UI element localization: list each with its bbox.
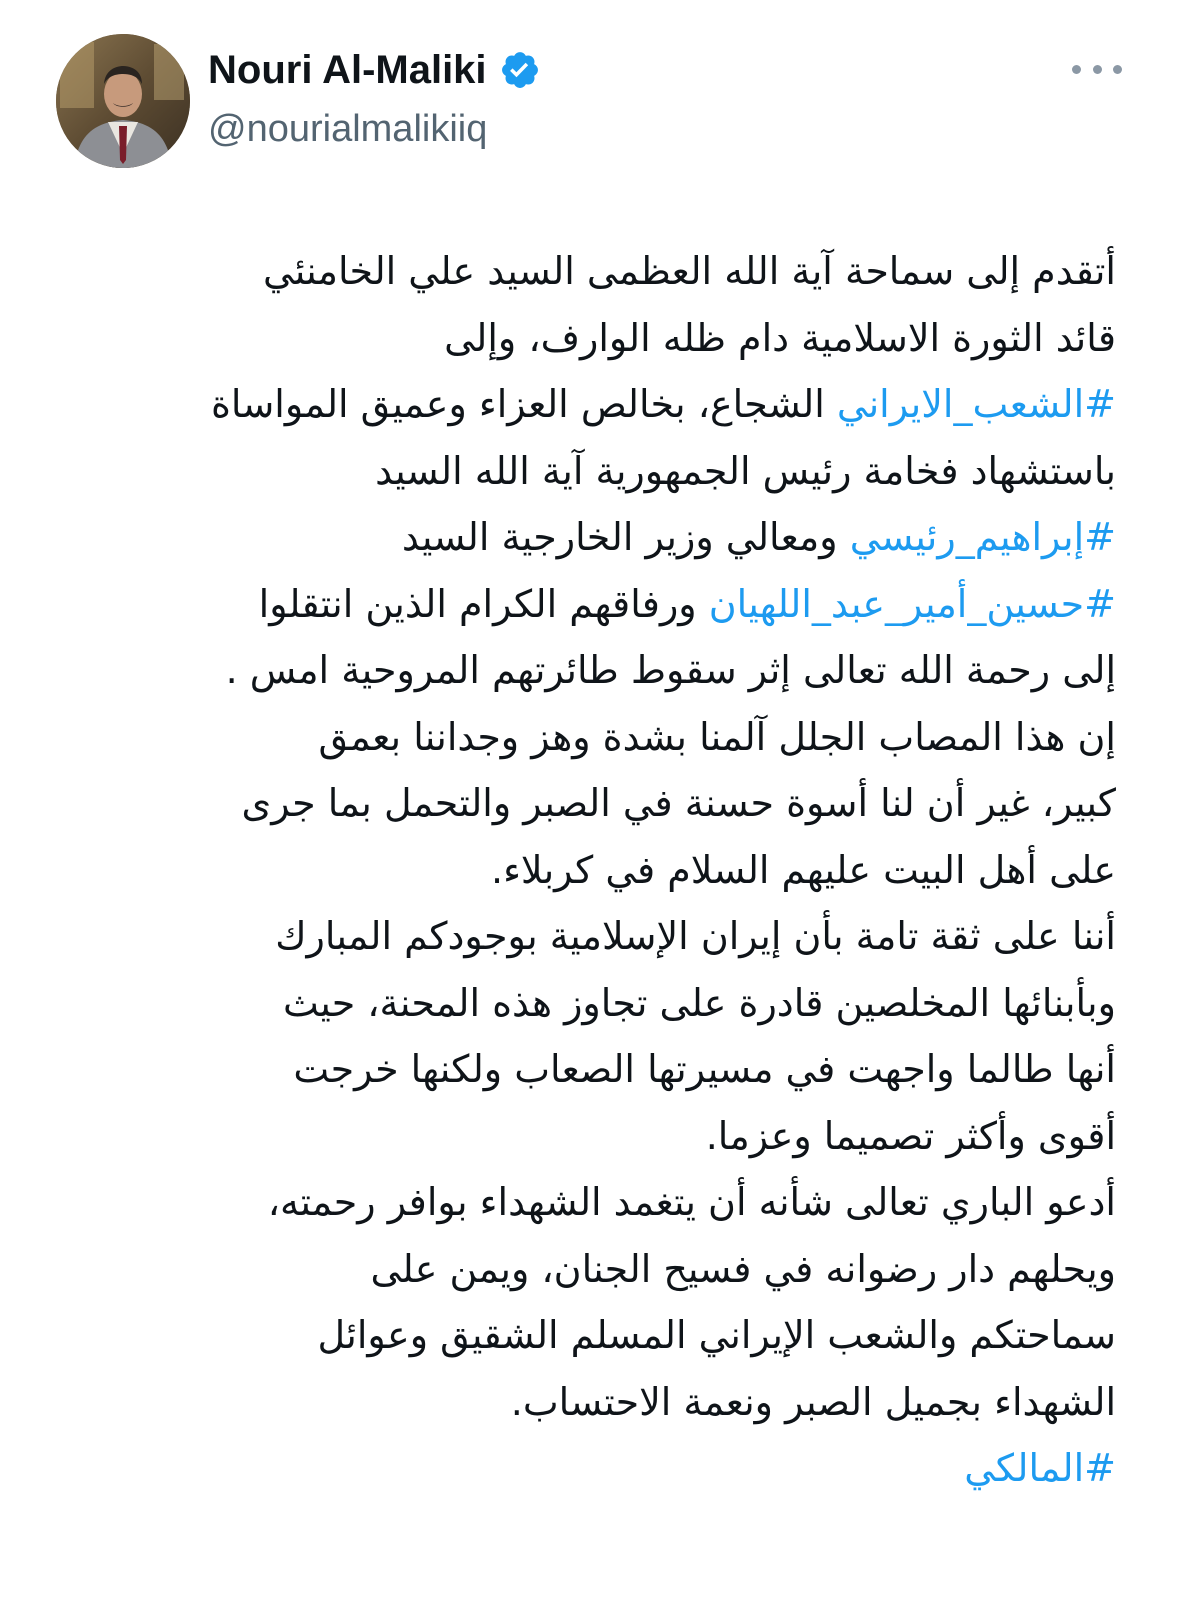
tweet-line [40,1302,1116,1369]
tweet-line-text: كبير، غير أن لنا أسوة حسنة في الصبر والتحمل بما جرى [241,781,1116,825]
tweet-line [40,970,1116,1037]
tweet-line [40,704,1116,771]
tweet-line-text: ومعالي وزير الخارجية السيد [401,515,850,559]
tweet-line [40,1036,1116,1103]
tweet-line [40,903,1116,970]
tweet-line-text: أتقدم إلى سماحة آية الله العظمى السيد علي الخامنئي [263,249,1116,293]
tweet-line-text: قائد الثورة الاسلامية دام ظله الوارف، وإلى [444,315,1116,360]
tweet-line [40,504,1116,571]
tweet-line [40,1103,1116,1170]
more-horizontal-icon [1093,65,1102,74]
tweet-line [40,1369,1116,1436]
user-handle[interactable]: @nourialmalikiiq [208,108,488,150]
profile-photo [56,34,190,168]
verified-badge-icon [499,49,541,91]
avatar[interactable] [56,34,190,168]
tweet-line-text: أننا على ثقة تامة بأن إيران الإسلامية بوجودكم المبارك [275,914,1116,958]
tweet-line [40,637,1116,704]
tweet-line-text: الشهداء بجميل الصبر ونعمة الاحتساب. [510,1379,1116,1424]
tweet-line [40,371,1116,438]
tweet-line [40,438,1116,505]
tweet-line-text: ورفاقهم الكرام الذين انتقلوا [258,581,709,626]
tweet-line-text: باستشهاد فخامة رئيس الجمهورية آية الله السيد [375,448,1116,493]
tweet-line [40,837,1116,904]
tweet-line [40,1236,1116,1303]
name-row [208,42,541,98]
tweet-line-text: أنها طالما واجهت في مسيرتها الصعاب ولكنها خرجت [293,1047,1116,1091]
tweet-line [40,770,1116,837]
hashtag-link[interactable]: #المالكي [964,1446,1116,1490]
hashtag-link[interactable]: #حسين_أمير_عبد_اللهيان [708,581,1116,626]
tweet-header [56,34,1122,170]
tweet-line-text: إن هذا المصاب الجلل آلمنا بشدة وهز وجداننا بعمق [318,714,1116,759]
tweet-line [40,305,1116,372]
tweet-line-text: سماحتكم والشعب الإيراني المسلم الشقيق وعوائل [317,1313,1116,1357]
tweet-text [40,238,1116,1502]
tweet-line-text: أقوى وأكثر تصميما وعزما. [705,1113,1116,1158]
tweet-line [40,238,1116,305]
tweet-line [40,571,1116,638]
tweet-line-text: إلى رحمة الله تعالى إثر سقوط طائرتهم المروحية امس . [225,648,1116,692]
tweet-line-text: أدعو الباري تعالى شأنه أن يتغمد الشهداء بوافر رحمته، [267,1180,1116,1224]
hashtag-link[interactable]: #إبراهيم_رئيسي [849,515,1116,559]
display-name[interactable]: Nouri Al-Maliki [208,48,487,92]
tweet-line-text: وبأبنائها المخلصين قادرة على تجاوز هذه المحنة، حيث [282,980,1116,1025]
more-horizontal-icon [1113,65,1122,74]
more-horizontal-icon [1072,65,1081,74]
tweet-line-text: ويحلهم دار رضوانه في فسيح الجنان، ويمن على [370,1246,1116,1291]
tweet-line [40,1435,1116,1502]
hashtag-link[interactable]: #الشعب_الايراني [836,382,1116,426]
tweet-line-text: على أهل البيت عليهم السلام في كربلاء. [490,847,1116,892]
more-options-button[interactable] [1072,54,1122,84]
tweet-line-text: الشجاع، بخالص العزاء وعميق المواساة [210,382,837,426]
tweet-line [40,1169,1116,1236]
